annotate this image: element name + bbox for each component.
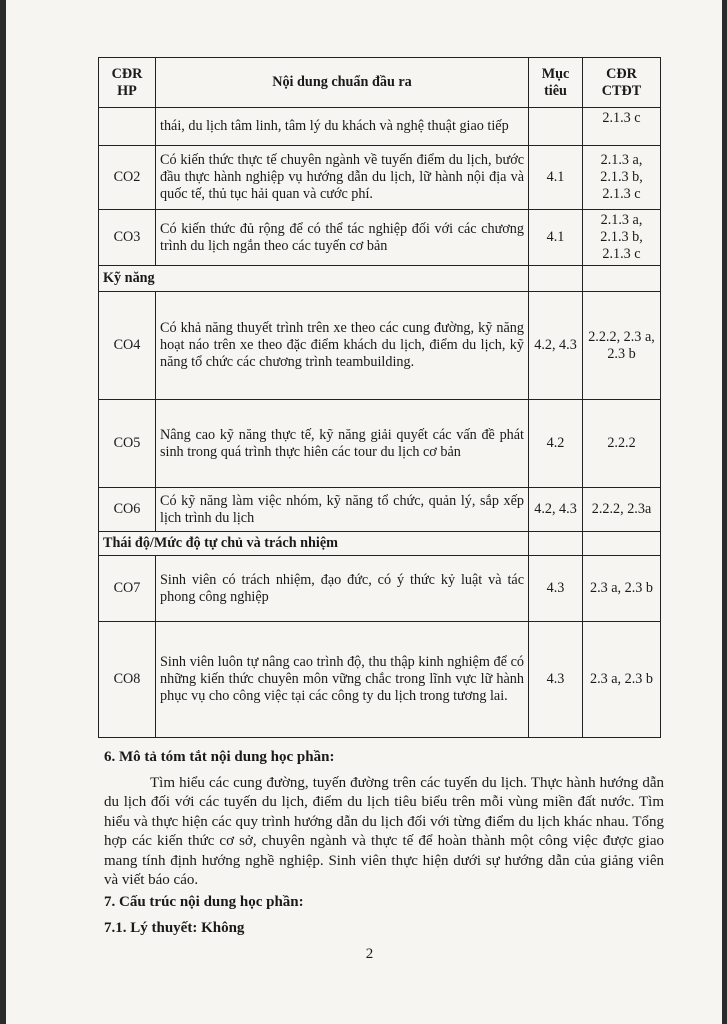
row-desc: Có khả năng thuyết trình trên xe theo các cung đường, kỹ năng hoạt náo trên xe theo đặc điểm khách du lịch, điểm du lịch, kỹ năng tổ chức các chương trình teambuilding. — [156, 292, 529, 400]
table-row — [99, 622, 661, 738]
table-row — [99, 488, 661, 532]
row-desc: Có kiến thức thực tế chuyên ngành về tuyến điểm du lịch, bước đầu thực hành nghiệp vụ hướng dẫn du lịch, lữ hành nội địa và quốc tế, thủ tục hải quan và cước phí. — [156, 146, 529, 210]
section-7-1-heading: 7.1. Lý thuyết: Không — [104, 919, 245, 936]
section-title: Thái độ/Mức độ tự chủ và trách nhiệm — [99, 532, 529, 556]
row-prog: 2.1.3 a, 2.1.3 b, 2.1.3 c — [583, 146, 661, 210]
section-7 — [104, 893, 664, 938]
row-prog: 2.2.2, 2.3a — [583, 488, 661, 532]
row-goal: 4.1 — [529, 146, 583, 210]
row-goal: 4.3 — [529, 622, 583, 738]
row-prog: 2.2.2 — [583, 400, 661, 488]
row-prog: 2.1.3 c — [583, 108, 661, 146]
row-code: CO3 — [99, 210, 156, 266]
header-cdr-hp: CĐR HP — [99, 58, 156, 108]
row-code: CO6 — [99, 488, 156, 532]
row-code: CO8 — [99, 622, 156, 738]
section-row-skills — [99, 266, 661, 292]
row-desc: Sinh viên luôn tự nâng cao trình độ, thu thập kinh nghiệm để có những kiến thức chuyên môn vững chắc trong lĩnh vực lữ hành phục vụ cho công việc tại các công ty du lịch trong tương lai. — [156, 622, 529, 738]
header-cdr-ctdt: CĐR CTĐT — [583, 58, 661, 108]
row-code: CO2 — [99, 146, 156, 210]
row-desc: Sinh viên có trách nhiệm, đạo đức, có ý thức kỷ luật và tác phong công nghiệp — [156, 556, 529, 622]
table-row — [99, 210, 661, 266]
row-goal: 4.2 — [529, 400, 583, 488]
row-desc: Nâng cao kỹ năng thực tế, kỹ năng giải quyết các vấn đề phát sinh trong quá trình thực hiên các tour du lịch cơ bản — [156, 400, 529, 488]
row-code: CO4 — [99, 292, 156, 400]
page-number: 2 — [365, 946, 374, 962]
section-6-heading: 6. Mô tả tóm tắt nội dung học phần: — [104, 749, 335, 765]
row-prog: 2.3 a, 2.3 b — [583, 556, 661, 622]
row-goal: 4.1 — [529, 210, 583, 266]
row-code: CO5 — [99, 400, 156, 488]
row-code: CO7 — [99, 556, 156, 622]
table-row — [99, 108, 661, 146]
row-prog: 2.3 a, 2.3 b — [583, 622, 661, 738]
row-goal: 4.2, 4.3 — [529, 488, 583, 532]
row-goal — [529, 108, 583, 146]
header-goal: Mục tiêu — [529, 58, 583, 108]
table-row — [99, 556, 661, 622]
table-row — [99, 146, 661, 210]
header-content: Nội dung chuẩn đầu ra — [156, 58, 529, 108]
section-6-body: Tìm hiểu các cung đường, tuyến đường trên các tuyến du lịch. Thực hành hướng dẫn du lịch đối với các tuyến du lịch, điểm du lịch tiêu biểu trên mỗi vùng miền đất nước. Tìm hiểu và thực hiện các quy trình hướng dẫn du lịch đối với từng điểm du lịch khác nhau. Tổng hợp các kiến thức cơ sở, chuyên ngành và thực tế để hoàn thành một công việc được giao mang tính định hướng nghề nghiệp. Sinh viên thực hiện dưới sự hướng dẫn của giảng viên và viết báo cáo. — [104, 774, 664, 888]
row-desc: thái, du lịch tâm linh, tâm lý du khách và nghệ thuật giao tiếp — [156, 108, 529, 146]
table-row — [99, 292, 661, 400]
section-title: Kỹ năng — [99, 266, 529, 292]
row-desc: Có kiến thức đủ rộng để có thể tác nghiệp đối với các chương trình du lịch ngắn theo các tuyến cơ bản — [156, 210, 529, 266]
learning-outcomes-table — [98, 57, 661, 738]
document-page — [6, 0, 722, 1024]
table-header-row — [99, 58, 661, 108]
row-prog: 2.2.2, 2.3 a, 2.3 b — [583, 292, 661, 400]
row-goal: 4.2, 4.3 — [529, 292, 583, 400]
row-code — [99, 108, 156, 146]
row-prog: 2.1.3 a, 2.1.3 b, 2.1.3 c — [583, 210, 661, 266]
row-desc: Có kỹ năng làm việc nhóm, kỹ năng tổ chức, quản lý, sắp xếp lịch trình du lịch — [156, 488, 529, 532]
table-row — [99, 400, 661, 488]
section-6 — [104, 748, 664, 891]
section-7-heading: 7. Cấu trúc nội dung học phần: — [104, 894, 304, 910]
row-goal: 4.3 — [529, 556, 583, 622]
section-row-attitude — [99, 532, 661, 556]
